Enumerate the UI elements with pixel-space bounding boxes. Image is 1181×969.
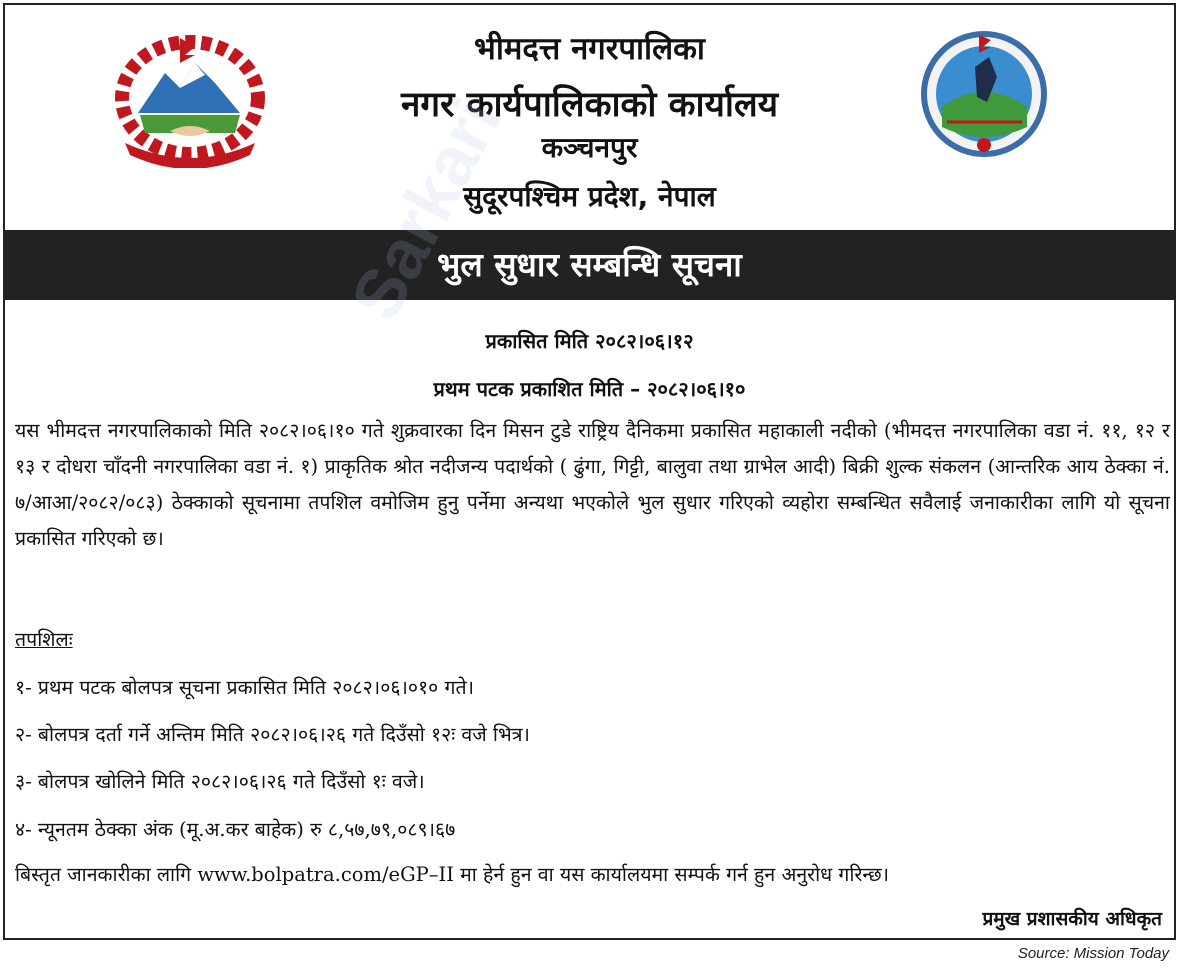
list-item: २- बोलपत्र दर्ता गर्ने अन्तिम मिति २०८२।०६।२६ गते दिउँसो १२ः वजे भित्र। — [15, 723, 530, 746]
list-item: ४- न्यूनतम ठेक्का अंक (मू.अ.कर बाहेक) रु ८,५७,७९,०८९।६७ — [15, 818, 456, 841]
district-name: कञ्चनपुर — [541, 131, 638, 164]
notice-title: भुल सुधार सम्बन्धि सूचना — [5, 230, 1174, 300]
watermark: Sarkari — [335, 85, 517, 333]
signatory: प्रमुख प्रशासकीय अधिकृत — [982, 908, 1162, 930]
first-published-date: प्रथम पटक प्रकाशित मिति – २०८२।०६।१० — [433, 377, 746, 401]
notice-frame — [3, 3, 1176, 940]
municipality-name: भीमदत्त नगरपालिका — [474, 31, 705, 67]
office-name: नगर कार्यपालिकाको कार्यालय — [400, 85, 779, 125]
published-date: प्रकासित मिति २०८२।०६।१२ — [485, 329, 694, 353]
list-item: ३- बोलपत्र खोलिने मिति २०८२।०६।२६ गते दिउँसो १ः वजे। — [15, 770, 425, 793]
notice-body: यस भीमदत्त नगरपालिकाको मिति २०८२।०६।१० गते शुक्रवारका दिन मिसन टुडे राष्ट्रिय दैनिकमा प्रकासित महाकाली नदीको (भीमदत्त नगरपालिका वडा नं. ११, १२ र १३ र दोधरा चाँदनी नगरपालिका वडा नं. १) प्राकृतिक श्रोत नदीजन्य पदार्थको ( ढुंगा, गिट्टी, बालुवा तथा ग्राभेल आदी) बिक्री शुल्क संकलन (आन्तरिक आय ठेक्का नं. ७/आआ/२०८२/०८३) ठेक्काको सूचनामा तपशिल वमोजिम हुनु पर्नेमा अन्यथा भएकोले भुल सुधार गरिएको व्यहोरा सम्बन्धित सवैलाई जनाकारीका लागि यो सूचना प्रकासित गरिएको छ। — [15, 419, 1170, 550]
footer-note: बिस्तृत जानकारीका लागि www.bolpatra.com/eGP–II मा हेर्न हुन वा यस कार्यालयमा सम्पर्क गर्न हुन अनुरोध गरिन्छ। — [15, 863, 890, 886]
details-heading: तपशिलः — [15, 628, 73, 651]
header — [5, 5, 1174, 230]
province-name: सुदूरपश्चिम प्रदेश, नेपाल — [463, 180, 716, 213]
source-credit: Source: Mission Today — [1017, 945, 1169, 962]
list-item: १- प्रथम पटक बोलपत्र सूचना प्रकासित मिति २०८२।०६।०१० गते। — [15, 676, 474, 699]
